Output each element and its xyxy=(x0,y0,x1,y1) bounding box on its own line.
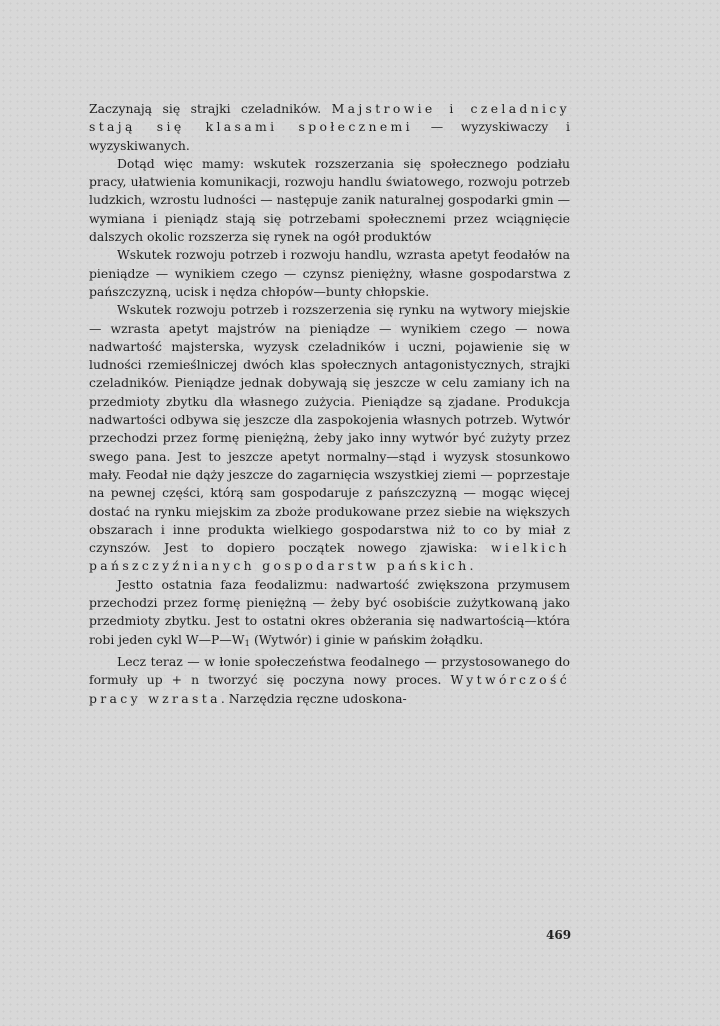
spaced-emphasis: wielkich pańszczyźnianych gospodarstw pańskich xyxy=(89,540,570,574)
spaced-emphasis: Wytwórczość pracy wzrasta xyxy=(89,672,570,706)
paragraph-2 xyxy=(89,155,570,246)
paragraph-1 xyxy=(89,100,570,155)
text-segment: Wskutek rozwoju potrzeb i rozwoju handlu, wzrasta apetyt feodałów na pieniądze — wynikiem czego — czynsz pieniężny, własne gospodarstwa z pańszczyzną, ucisk i nędza chłopów—bunty chłopskie. xyxy=(89,247,570,299)
text-segment: Zaczynają się strajki czeladników. xyxy=(89,101,332,116)
paragraph-5 xyxy=(89,576,570,653)
paragraph-6 xyxy=(89,653,570,708)
text-segment: Jestto ostatnia faza feodalizmu: nadwartość zwiększona przymusem przechodzi przez formę pieniężną — żeby być osobiście zużytkowaną jako przedmioty zbytku. Jest to ostatni okres obżerania się nadwartością—która robi jeden cykl W—P—W xyxy=(89,576,570,647)
text-segment: . Narzędzia ręczne udoskona- xyxy=(220,690,407,706)
text-segment: — wyzyskiwaczy i wyzyskiwanych. xyxy=(89,119,570,153)
paragraph-4 xyxy=(89,301,570,575)
text-segment: (Wytwór) i ginie w pańskim żołądku. xyxy=(250,631,484,647)
page-number: 469 xyxy=(546,928,572,942)
text-segment: . xyxy=(469,558,474,574)
body-text xyxy=(89,100,570,708)
spaced-emphasis: Majstrowie i czeladnicy stają się klasami społecznemi xyxy=(89,101,570,135)
text-segment: Wskutek rozwoju potrzeb i rozszerzenia się rynku na wytwory miejskie — wzrasta apetyt majstrów na pieniądze — wynikiem czego — nowa nadwartość majsterska, wyzysk czeladników i uczni, pojawienie się w ludności rzemieślniczej dwóch klas społecznych antagonistycznych, strajki czeladników. Pieniądze jednak dobywają się jeszcze w celu zamiany ich na przedmioty zbytku dla własnego zużycia. Pieniądze są zjadane. Produkcja nadwartości odbywa się jeszcze dla zaspokojenia własnych potrzeb. Wytwór przechodzi przez formę pieniężną, żeby jako inny wytwór być zużyty przez swego pana. Jest to jeszcze apetyt normalny—stąd i wyzysk stosunkowo mały. Feodał nie dąży jeszcze do zagarnięcia wszystkiej ziemi — poprzestaje na pewnej części, którą sam gospodaruje z pańszczyzną — mogąc więcej dostać na rynku miejskim za zboże produkowane przez siebie na większych obszarach i inne produkta wielkiego gospodarstwa niż to co by miał z czynszów. Jest to dopiero początek nowego zjawiska: xyxy=(89,302,570,556)
paragraph-3 xyxy=(89,246,570,301)
text-segment: Dotąd więc mamy: wskutek rozszerzania się społecznego podziału pracy, ułatwienia komunikacji, rozwoju handlu światowego, rozwoju potrzeb ludzkich, wzrostu ludności — następuje zanik naturalnej gospodarki gmin — wymiana i pieniądz stają się potrzebami społecznemi przez wciągnięcie dalszych okolic rozszerza się rynek na ogół produktów xyxy=(89,155,570,245)
subscript: 1 xyxy=(244,638,251,649)
text-segment: Lecz teraz — w łonie społeczeństwa feodalnego — przystosowanego do formuły up + n tworzyć się poczyna nowy proces. xyxy=(89,654,570,688)
